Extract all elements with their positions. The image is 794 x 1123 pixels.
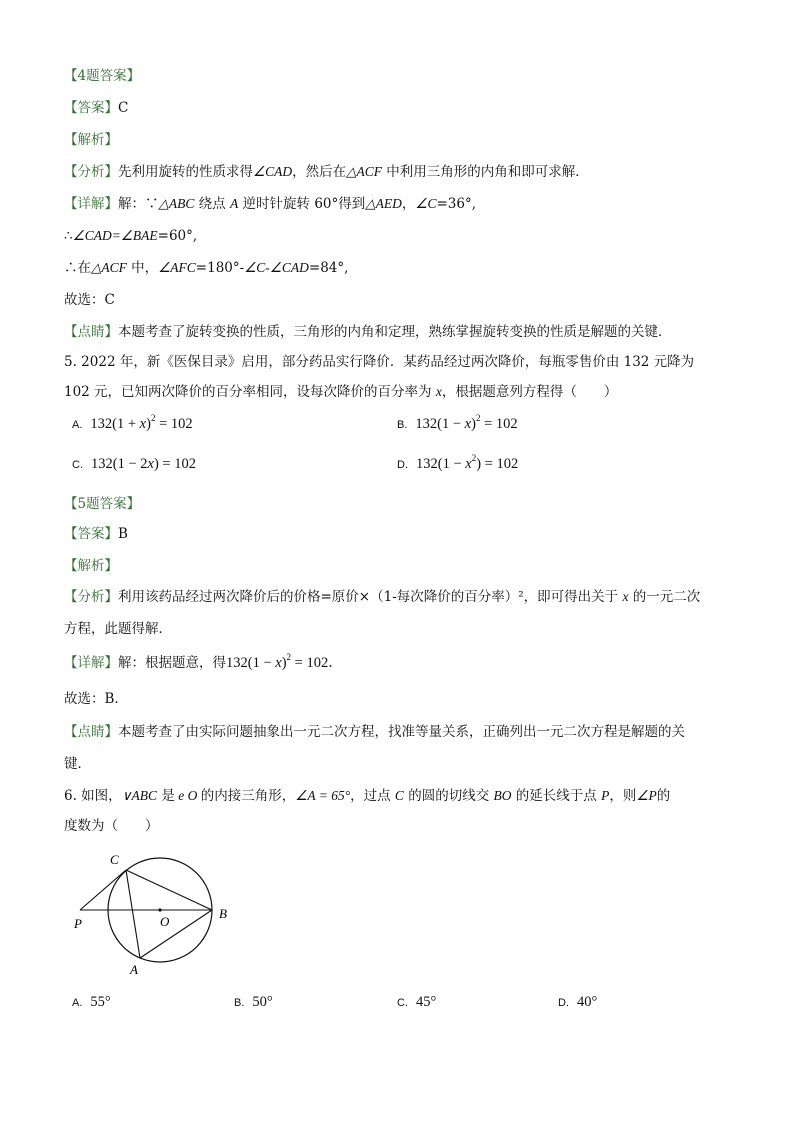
math: △ACF (91, 260, 127, 275)
math: A (229, 196, 239, 211)
q5-option-d[interactable] (397, 454, 518, 475)
q4-dianjing-line (64, 322, 672, 342)
text: 本题考查了旋转变换的性质，三角形的内角和定理，熟练掌握旋转变换的性质是解题的关键． (118, 324, 672, 340)
option-label: C. (72, 459, 83, 471)
q5-option-b[interactable] (397, 414, 518, 435)
text: 的 (656, 788, 671, 804)
text: =36°, (436, 196, 477, 212)
option-value: 45° (416, 994, 437, 1010)
math: x (622, 589, 629, 604)
chord-ca (126, 870, 140, 958)
text: 的圆的切线交 (403, 788, 494, 804)
chord-ab (140, 910, 212, 958)
q5-question-line2 (64, 382, 617, 402)
text: ∴在 (64, 260, 91, 276)
text: ，则 (609, 788, 637, 804)
text: ∴ (64, 228, 73, 244)
text: =180°- (195, 260, 245, 276)
q5-fenxi-line2: 方程，此题得解． (64, 621, 172, 637)
math: △ACF (346, 164, 382, 179)
q5-dianjing-line2: 键． (64, 756, 91, 772)
math: x (435, 384, 442, 399)
math: BO (493, 788, 512, 803)
option-math: $132(1 - x^2) = 102$ (416, 453, 519, 472)
math: △AED (365, 196, 402, 211)
q4-answer-line (64, 98, 128, 118)
answer-value: C (118, 100, 129, 116)
math: ∠P (636, 788, 657, 803)
text: 的一元二次 (628, 589, 701, 605)
math: ∠A = 65° (295, 788, 351, 803)
q4-fenxi-line (64, 162, 589, 182)
math: ∠AFC (158, 260, 196, 275)
q4-analysis-label: 【解析】 (64, 132, 118, 148)
math: △ABC (158, 196, 195, 211)
q6-question-line2: 度数为（ ） (64, 818, 159, 834)
q6-option-d[interactable] (558, 992, 597, 1013)
option-value: 55° (90, 994, 111, 1010)
text: ，然后在 (292, 164, 347, 180)
text: =84°, (308, 260, 349, 276)
fenxi-label: 【分析】 (64, 589, 118, 605)
option-label: D. (397, 459, 408, 471)
q4-choice: 故选：C (64, 292, 115, 308)
text: 中利用三角形的内角和即可求解． (382, 164, 589, 180)
detail-label: 【详解】 (64, 196, 118, 212)
text: 本题考查了由实际问题抽象出一元二次方程，找准等量关系，正确列出一元二次方程是解题的关 (118, 724, 685, 740)
math: C (394, 788, 404, 803)
dianjing-label: 【点睛】 (64, 724, 118, 740)
option-value: 40° (577, 994, 598, 1010)
math: ∠C (415, 196, 437, 211)
q5-detail-line (64, 653, 343, 673)
dianjing-label: 【点睛】 (64, 324, 118, 340)
q5-choice: 故选：B． (64, 691, 128, 707)
q5-answer-line (64, 524, 128, 544)
option-math: $132(1 - x)^2 = 102$ (415, 413, 518, 432)
q4-detail-line (64, 194, 476, 214)
option-math: $132(1 + x)^2 = 102$ (90, 413, 193, 432)
option-label: C. (397, 997, 408, 1009)
label-p: P (74, 916, 82, 931)
text: 中， (126, 260, 159, 276)
answer-label: 【答案】 (64, 526, 118, 542)
text: 解：∵ (118, 196, 159, 212)
label-o: O (160, 914, 170, 929)
label-c: C (110, 852, 119, 867)
fenxi-label: 【分析】 (64, 164, 118, 180)
text: 解：根据题意，得 (118, 655, 226, 671)
circle-tangent-figure (64, 848, 244, 978)
center-dot (158, 908, 161, 911)
option-label: B. (234, 997, 245, 1009)
math: P (601, 788, 610, 803)
math: ∨ABC (121, 788, 158, 803)
text: 6. 如图， (64, 788, 122, 804)
q5-answer-header: 【5题答案】 (64, 496, 141, 512)
q5-question-line1: 5. 2022 年，新《医保目录》启用，部分药品实行降价．某药品经过两次降价，每瓶零售价由 132 元降为 (64, 354, 695, 370)
answer-value: B (118, 526, 128, 542)
q4-step2 (64, 258, 348, 278)
text: 的内接三角形， (200, 788, 296, 804)
label-a: A (130, 962, 138, 977)
text: ，过点 (350, 788, 395, 804)
math: ∠CAD=∠BAE (72, 228, 158, 243)
text: 逆时针旋转 60°得到 (238, 196, 366, 212)
option-label: B. (397, 419, 408, 431)
q6-option-b[interactable] (234, 992, 273, 1013)
q6-option-c[interactable] (397, 992, 436, 1013)
q5-fenxi-line1 (64, 587, 700, 607)
text: =60°, (157, 228, 198, 244)
text: 利用该药品经过两次降价后的价格=原价×（1-每次降价的百分率）²，即可得出关于 (118, 589, 623, 605)
text: 是 (157, 788, 175, 804)
text: ，根据题意列方程得（ ） (441, 384, 618, 400)
option-value: 50° (252, 994, 273, 1010)
option-label: D. (558, 997, 569, 1009)
detail-label: 【详解】 (64, 655, 118, 671)
math: ∠C-∠CAD (244, 260, 309, 275)
q5-dianjing-line1 (64, 722, 685, 742)
text: 102 元，已知两次降价的百分率相同，设每次降价的百分率为 (64, 384, 436, 400)
option-label: A. (72, 419, 83, 431)
answer-label: 【答案】 (64, 100, 118, 116)
q4-step1 (64, 226, 197, 246)
math: e O (174, 788, 201, 803)
q6-question-line1 (64, 786, 670, 806)
option-label: A. (72, 997, 83, 1009)
math: ∠CAD (253, 164, 293, 179)
q6-option-a[interactable] (72, 992, 111, 1013)
tangent-pc (80, 870, 126, 910)
detail-equation: $132(1 - x)^2 = 102$． (226, 652, 343, 671)
q5-option-c[interactable] (72, 454, 196, 475)
text: 的延长线于点 (511, 788, 602, 804)
q4-answer-header: 【4题答案】 (64, 68, 141, 84)
text: 先利用旋转的性质求得 (118, 164, 253, 180)
text: 绕点 (194, 196, 230, 212)
text: ， (401, 196, 416, 212)
label-b: B (219, 906, 227, 921)
option-math: 132(1 − 2x) = 102 (91, 456, 196, 472)
q5-analysis-label: 【解析】 (64, 558, 118, 574)
q5-option-a[interactable] (72, 414, 193, 435)
